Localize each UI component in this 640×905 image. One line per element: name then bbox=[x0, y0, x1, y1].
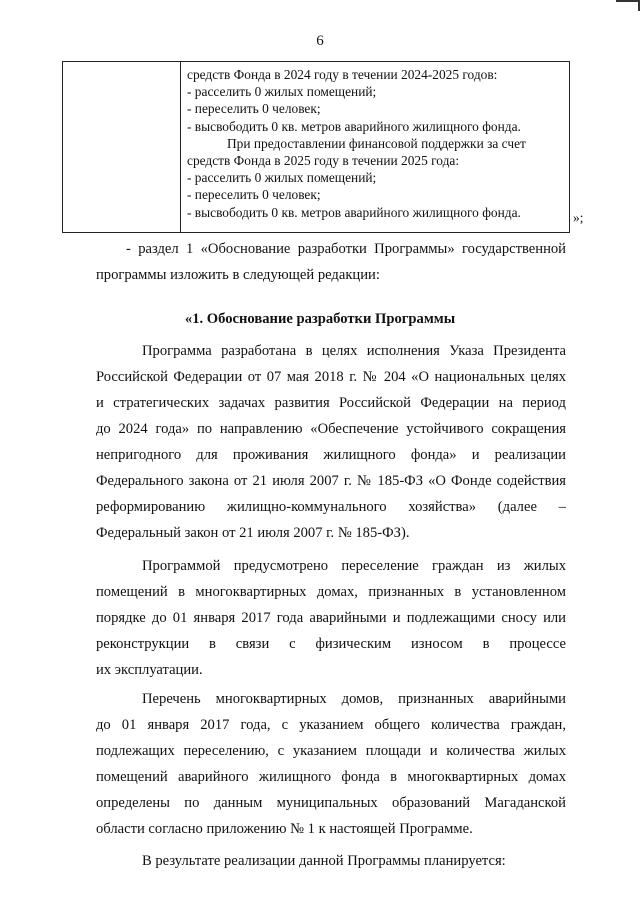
text-line: их эксплуатации. bbox=[96, 662, 203, 678]
paragraph-4 bbox=[96, 848, 566, 874]
text-line: В результате реализации данной Программы планируется: bbox=[142, 853, 506, 869]
text-line: до 01 января 2017 года, с указанием общего количества граждан, bbox=[96, 717, 566, 733]
text-line: порядке до 01 января 2017 года аварийными и подлежащими сносу или bbox=[96, 610, 566, 626]
text-line: до 2024 года» по направлению «Обеспечение устойчивого сокращения bbox=[96, 421, 566, 437]
page-number: 6 bbox=[316, 33, 324, 49]
text-line: Перечень многоквартирных домов, признанных аварийными bbox=[142, 691, 566, 707]
paragraph-1 bbox=[96, 338, 566, 546]
text-line: непригодного для проживания жилищного фонда» и реализации bbox=[96, 447, 566, 463]
section-heading: «1. Обоснование разработки Программы bbox=[184, 311, 456, 327]
corner-crop-mark bbox=[616, 0, 640, 11]
table-line: средств Фонда в 2025 году в течении 2025 года: bbox=[187, 153, 460, 169]
paragraph-3 bbox=[96, 686, 566, 842]
text-line: Программа разработана в целях исполнения Указа Президента bbox=[142, 343, 566, 359]
table-line: средств Фонда в 2024 году в течении 2024-2025 годов: bbox=[187, 67, 498, 82]
intro-paragraph bbox=[96, 236, 566, 288]
table-line: - переселить 0 человек; bbox=[187, 101, 321, 117]
text-line: помещений аварийного жилищного фонда в многоквартирных домах bbox=[96, 769, 566, 785]
text-line: реконструкции в связи с физическим износом в процессе bbox=[96, 636, 566, 652]
text-line: помещений в многоквартирных домах, признанных в установленном bbox=[96, 584, 566, 600]
text-line: области согласно приложению № 1 к настоящей Программе. bbox=[96, 821, 473, 837]
table-line: - высвободить 0 кв. метров аварийного жилищного фонда. bbox=[187, 118, 521, 134]
text-line: Федеральный закон от 21 июля 2007 г. № 185-ФЗ). bbox=[96, 525, 410, 541]
table-line: - высвободить 0 кв. метров аварийного жилищного фонда. bbox=[187, 204, 521, 220]
text-line: реформированию жилищно-коммунального хозяйства» (далее – bbox=[96, 499, 566, 515]
text-line: - раздел 1 «Обоснование разработки Программы» государственной bbox=[126, 241, 566, 257]
table-closing-quote: »; bbox=[573, 210, 584, 225]
text-line: подлежащих переселению, с указанием площади и количества жилых bbox=[96, 743, 566, 759]
text-line: Федерального закона от 21 июля 2007 г. № 185-ФЗ «О Фонде содействия bbox=[96, 473, 566, 489]
table-left-cell bbox=[63, 62, 181, 232]
text-line: и стратегических задачах развития Российской Федерации на период bbox=[96, 395, 566, 411]
text-line: Российской Федерации от 07 мая 2018 г. № 204 «О национальных целях bbox=[96, 369, 566, 385]
text-line: определены по данным муниципальных образований Магаданской bbox=[96, 795, 566, 811]
table-line: - расселить 0 жилых помещений; bbox=[187, 84, 377, 100]
table-right-cell bbox=[181, 62, 569, 232]
text-line: программы изложить в следующей редакции: bbox=[96, 267, 380, 283]
table-line: При предоставлении финансовой поддержки за счет bbox=[227, 135, 526, 151]
table-line: - расселить 0 жилых помещений; bbox=[187, 170, 377, 186]
program-table bbox=[62, 61, 570, 233]
text-line: Программой предусмотрено переселение граждан из жилых bbox=[142, 558, 566, 574]
table-line: - переселить 0 человек; bbox=[187, 187, 321, 203]
paragraph-2 bbox=[96, 553, 566, 683]
